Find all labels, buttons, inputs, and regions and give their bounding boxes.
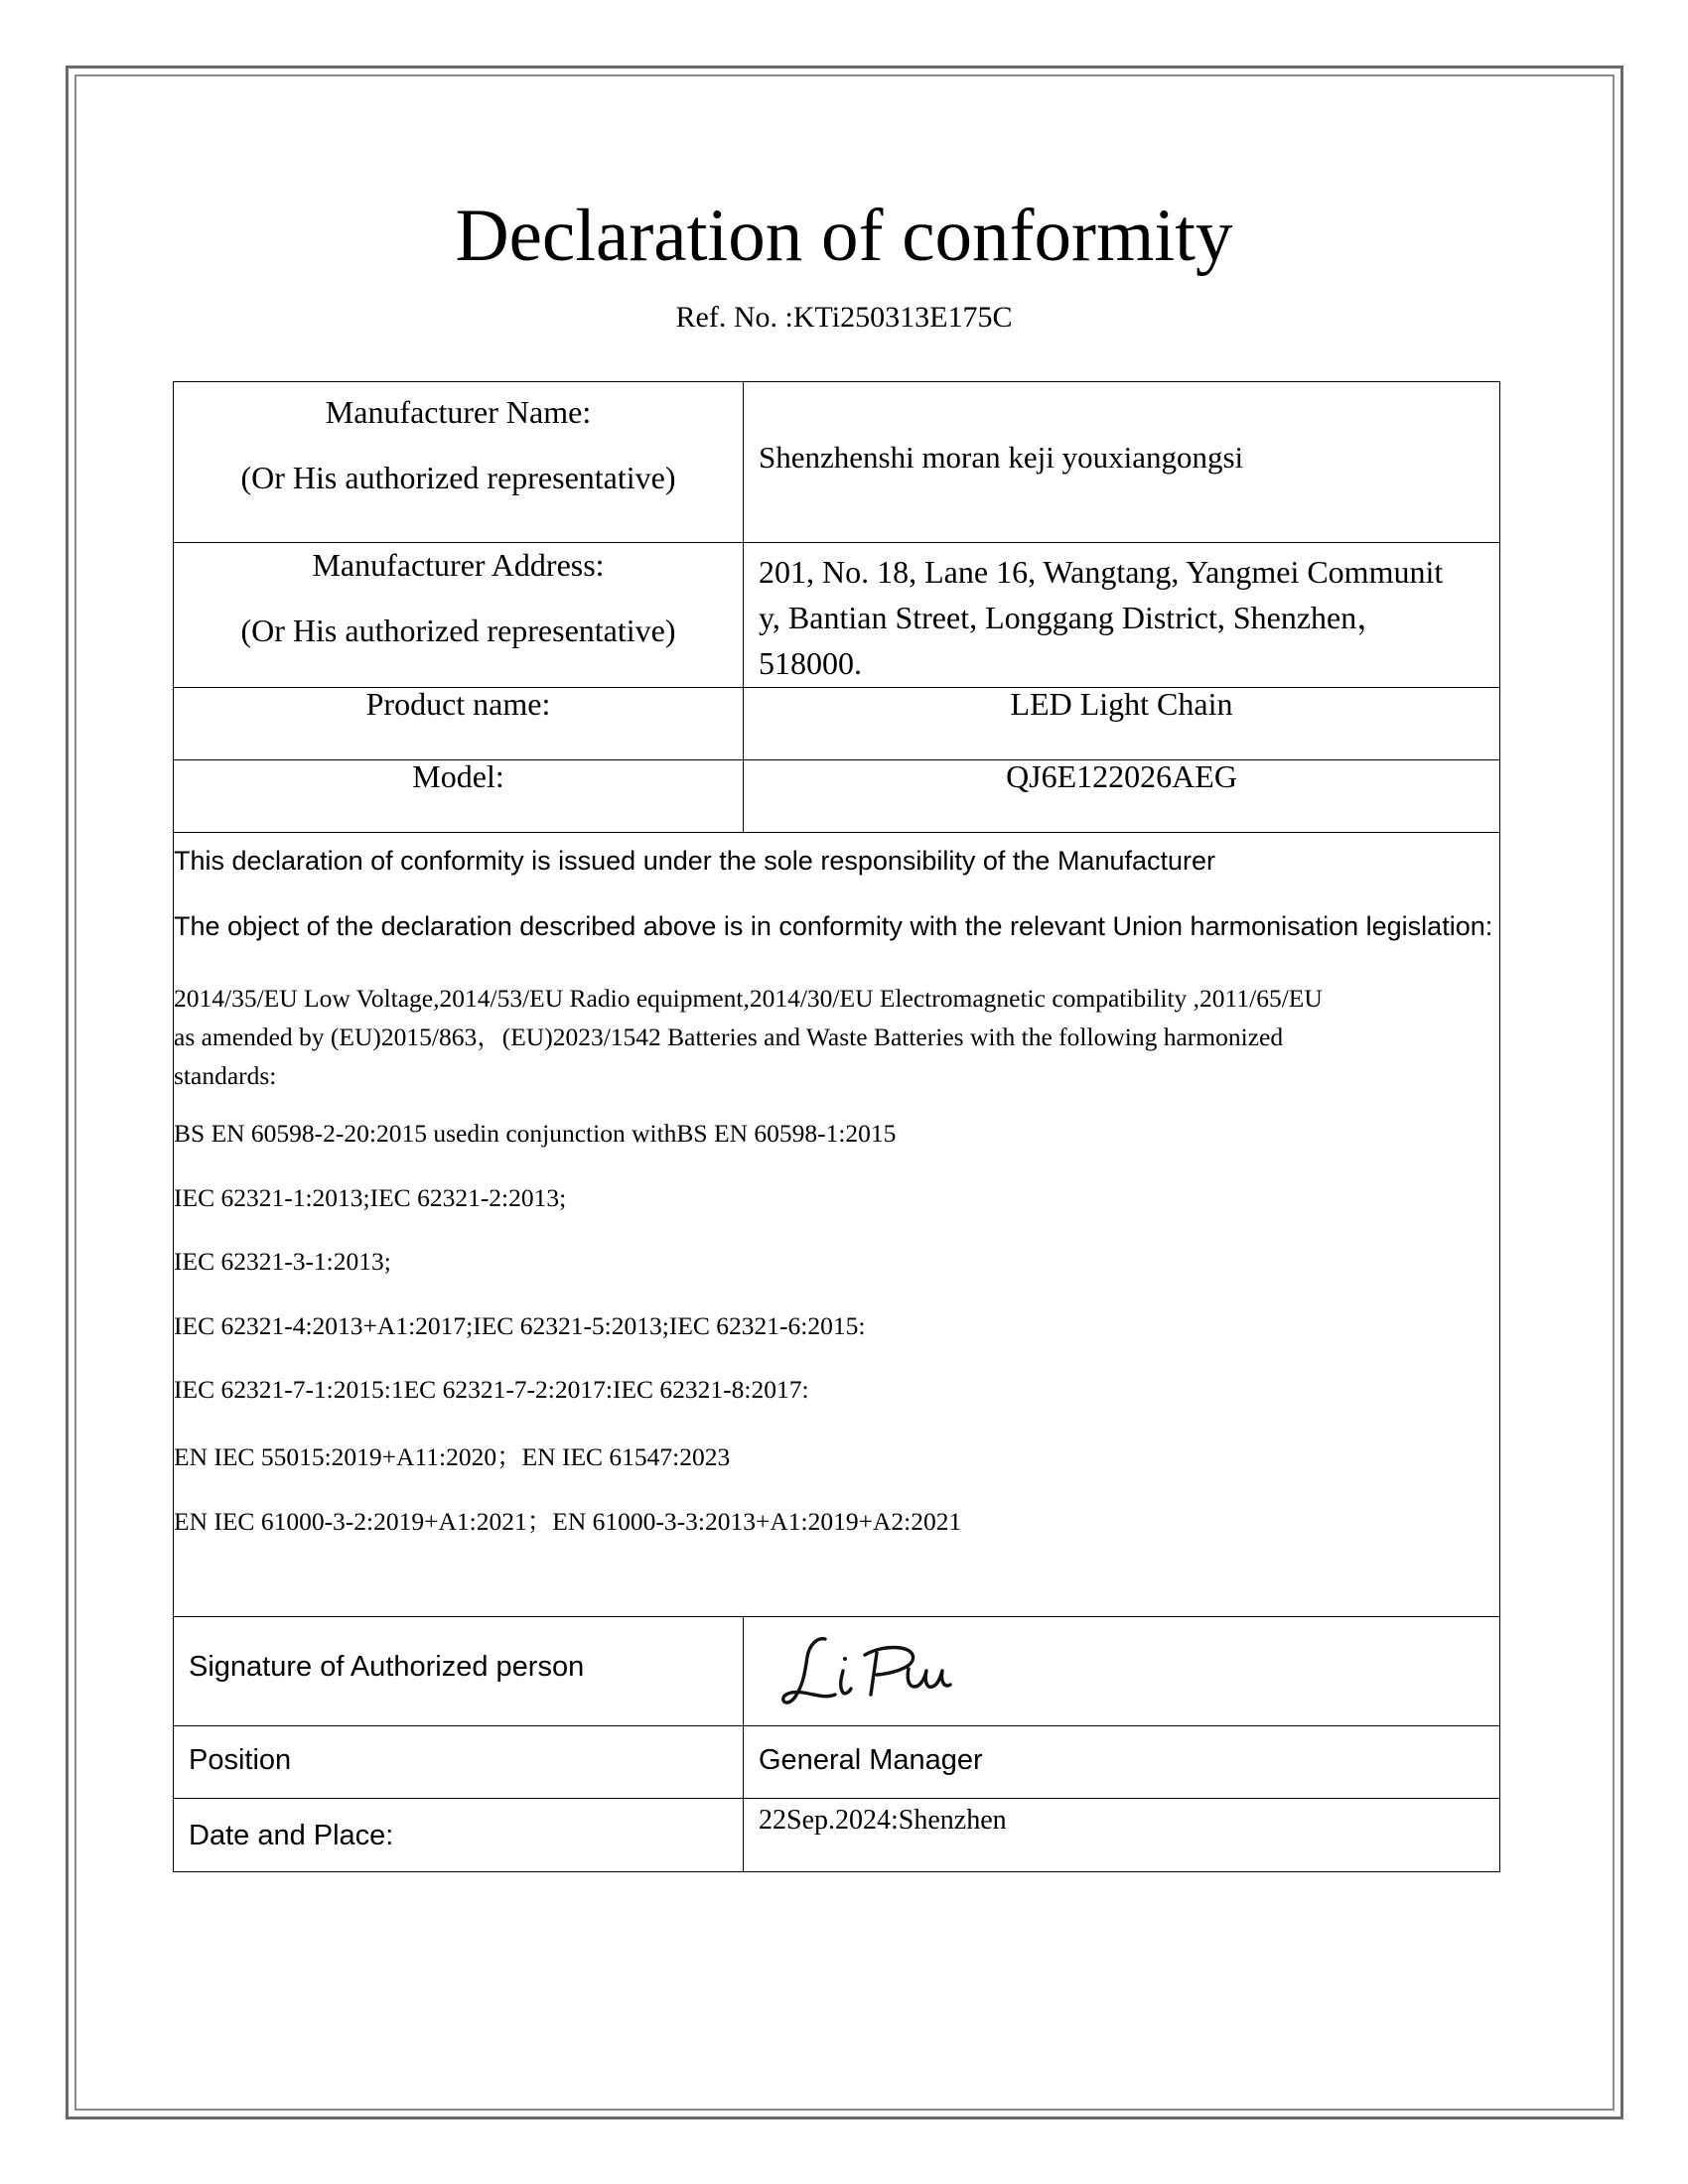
date-label-cell [174,1799,744,1872]
standard-line: IEC 62321-3-1:2013; [174,1247,391,1276]
standard-line: IEC 62321-1:2013;IEC 62321-2:2013; [174,1182,567,1212]
address-line: 201, No. 18, Lane 16, Wangtang, Yangmei Communit [759,554,1444,590]
date-place-row [174,1799,1500,1872]
manufacturer-address-value [744,543,1499,686]
document-title: Declaration of conformity [455,195,1233,277]
date-place-value: 22Sep.2024:Shenzhen [759,1805,1007,1836]
manufacturer-name-value: Shenzhenshi moran keji youxiangongsi [759,440,1244,475]
standard-line: EN IEC 61000-3-2:2019+A1:2021；EN 61000-3-3:2013+A1:2019+A2:2021 [174,1507,962,1536]
position-label-cell [174,1726,744,1799]
reference-number: Ref. No. :KTi250313E175C [675,301,1013,334]
manufacturer-address-sublabel: (Or His authorized representative) [240,613,676,648]
handwritten-signature [744,1617,1499,1719]
model-label: Model: [174,760,744,833]
product-name-row [174,688,1500,760]
directives-paragraph [174,979,1499,1095]
signature-label-cell [174,1617,744,1726]
signature-label: Signature of Authorized person [189,1651,585,1683]
signature-value-cell [744,1617,1500,1726]
responsibility-statement: This declaration of conformity is issued under the sole responsibility of the Manufacturer [174,846,1216,876]
manufacturer-name-label-cell [174,382,744,543]
position-value-cell [744,1726,1500,1799]
signature-row [174,1617,1500,1726]
manufacturer-name-sublabel: (Or His authorized representative) [240,460,676,495]
declaration-table [173,381,1500,1872]
position-value: General Manager [759,1744,983,1776]
standard-line: IEC 62321-4:2013+A1:2017;IEC 62321-5:2013;IEC 62321-6:2015: [174,1310,866,1340]
conformity-statement: The object of the declaration described above is in conformity with the relevant Union harmonisation legislation: [174,911,1493,941]
manufacturer-name-value-cell [744,382,1500,543]
standard-line: BS EN 60598-2-20:2015 usedin conjunction withBS EN 60598-1:2015 [174,1119,897,1148]
declaration-body-row [174,833,1500,1617]
manufacturer-address-row [174,543,1500,688]
manufacturer-address-label: Manufacturer Address: [312,547,605,583]
manufacturer-address-value-cell [744,543,1500,688]
standard-line: IEC 62321-7-1:2015:1EC 62321-7-2:2017:IEC 62321-8:2017: [174,1375,809,1404]
directive-line: standards: [174,1061,277,1090]
manufacturer-name-label: Manufacturer Name: [325,394,592,430]
product-name-value: LED Light Chain [744,688,1500,760]
manufacturer-address-label-cell [174,543,744,688]
directive-line: as amended by (EU)2015/863，(EU)2023/1542 Batteries and Waste Batteries with the following harmonized [174,1023,1284,1051]
date-value-cell [744,1799,1500,1872]
model-value: QJ6E122026AEG [744,760,1500,833]
date-place-label: Date and Place: [189,1820,394,1851]
standard-line: EN IEC 55015:2019+A11:2020；EN IEC 61547:2023 [174,1441,731,1471]
position-label: Position [189,1744,292,1776]
declaration-body-cell [174,833,1500,1617]
manufacturer-name-row [174,382,1500,543]
directive-line: 2014/35/EU Low Voltage,2014/53/EU Radio equipment,2014/30/EU Electromagnetic compatibility ,2011/65/EU [174,984,1323,1013]
address-line: y, Bantian Street, Longgang District, Shenzhen， [759,600,1389,635]
product-name-label: Product name: [174,688,744,760]
model-row [174,760,1500,833]
position-row [174,1726,1500,1799]
address-line: 518000. [759,645,862,681]
